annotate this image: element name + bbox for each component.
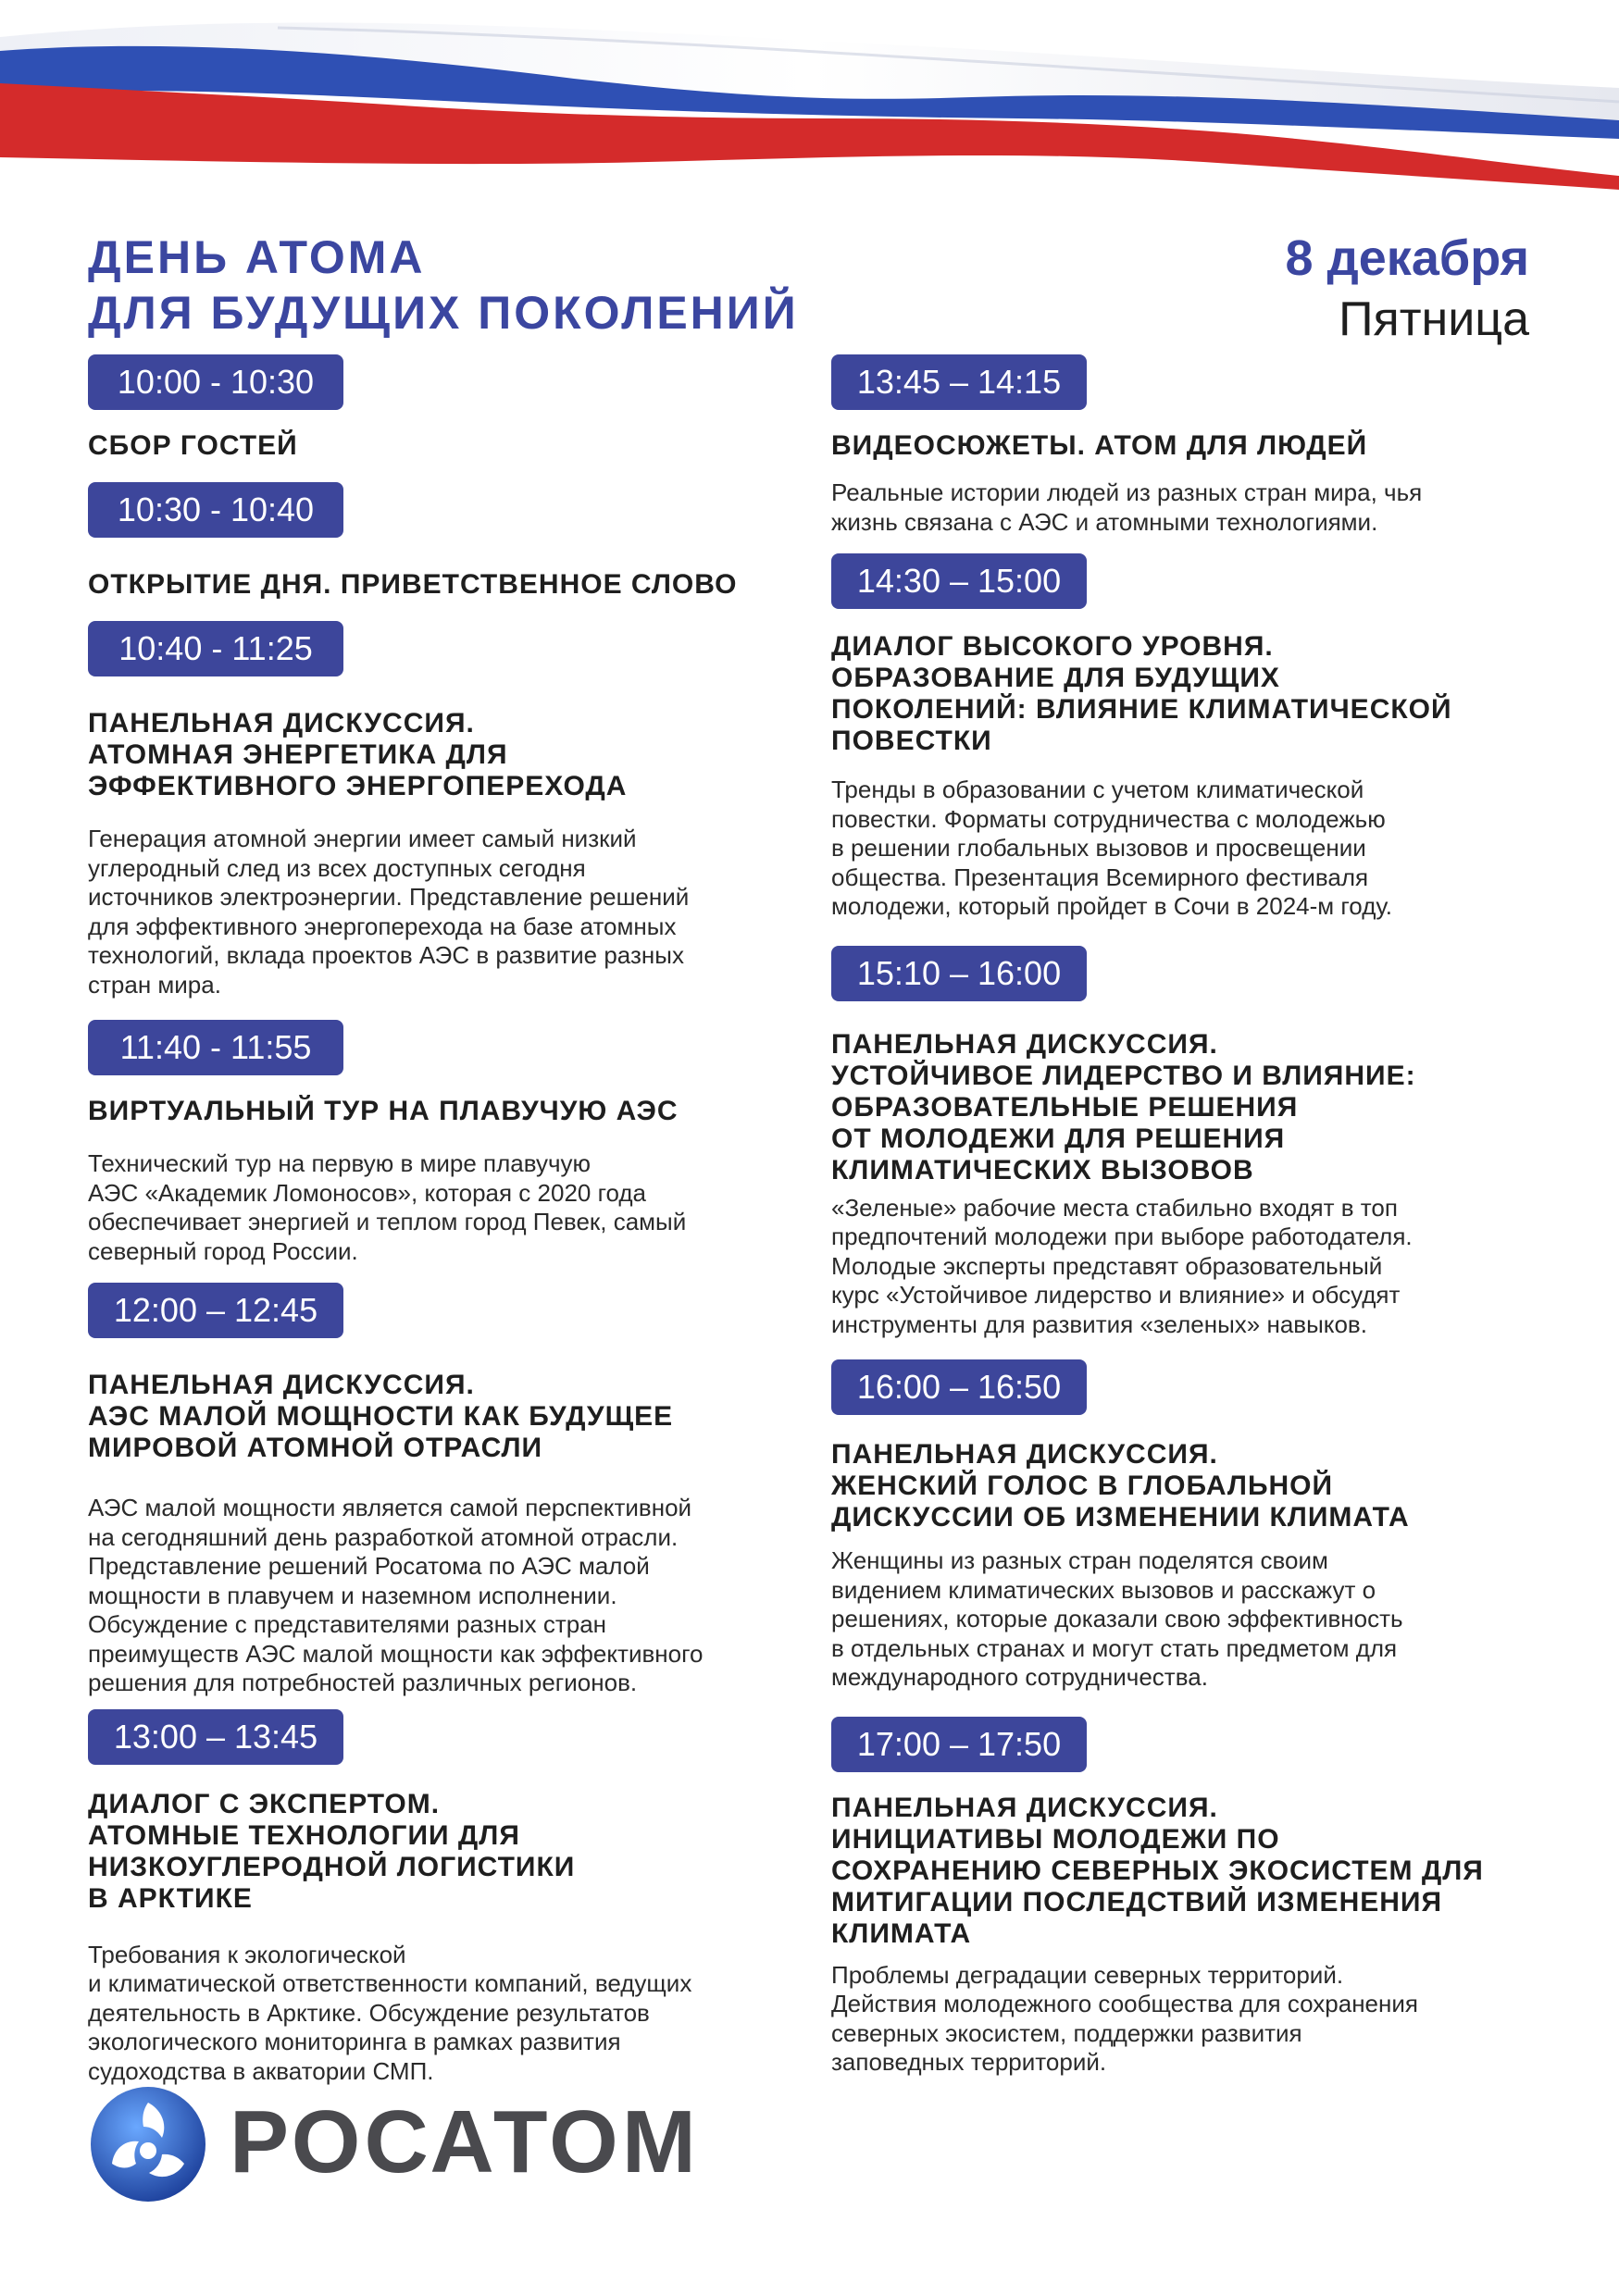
time-badge: 15:10 – 16:00 xyxy=(831,946,1087,1001)
schedule-left-column xyxy=(88,354,810,2086)
session-title: ДИАЛОГ ВЫСОКОГО УРОВНЯ. ОБРАЗОВАНИЕ ДЛЯ БУДУЩИХ ПОКОЛЕНИЙ: ВЛИЯНИЕ КЛИМАТИЧЕСКОЙ ПОВЕСТКИ xyxy=(831,631,1452,756)
flag-ribbon-image xyxy=(0,0,1619,213)
session-title: ОТКРЫТИЕ ДНЯ. ПРИВЕТСТВЕННОЕ СЛОВО xyxy=(88,569,738,600)
session-description: «Зеленые» рабочие места стабильно входят в топ предпочтений молодежи при выборе работодателя. Молодые эксперты представят образовательный курс «Устойчивое лидерство и влияние» и обсудят инструменты для развития «зеленых» навыков. xyxy=(831,1193,1413,1338)
session-item xyxy=(831,946,1535,1340)
title-line-1: ДЕНЬ АТОМА xyxy=(88,231,426,283)
rosatom-atom-icon xyxy=(88,2084,208,2204)
session-description: Реальные истории людей из разных стран мира, чья жизнь связана с АЭС и атомными технологиями. xyxy=(831,478,1423,536)
schedule-right-column xyxy=(831,354,1535,2078)
session-description: АЭС малой мощности является самой перспективной на сегодняшний день разработкой атомной отрасли. Представление решений Росатома по АЭС малой мощности в плавучем и наземном исполнении. Обсуждение с представителями разных стран преимуществ АЭС малой мощности как эффективного решения для потребностей различных регионов. xyxy=(88,1494,704,1696)
time-badge: 13:00 – 13:45 xyxy=(88,1709,343,1765)
session-title: ПАНЕЛЬНАЯ ДИСКУССИЯ. АТОМНАЯ ЭНЕРГЕТИКА ДЛЯ ЭФФЕКТИВНОГО ЭНЕРГОПЕРЕХОДА xyxy=(88,708,628,801)
session-title: ПАНЕЛЬНАЯ ДИСКУССИЯ. АЭС МАЛОЙ МОЩНОСТИ КАК БУДУЩЕЕ МИРОВОЙ АТОМНОЙ ОТРАСЛИ xyxy=(88,1370,674,1463)
time-badge: 11:40 - 11:55 xyxy=(88,1020,343,1075)
session-description: Генерация атомной энергии имеет самый низкий углеродный след из всех доступных сегодня источников электроэнергии. Представление решений для эффективного энергоперехода на базе атомных технологий, вклада проектов АЭС в развитие разных стран мира. xyxy=(88,825,690,999)
time-badge: 10:40 - 11:25 xyxy=(88,621,343,676)
time-badge: 12:00 – 12:45 xyxy=(88,1283,343,1338)
session-title: ПАНЕЛЬНАЯ ДИСКУССИЯ. ИНИЦИАТИВЫ МОЛОДЕЖИ ПО СОХРАНЕНИЮ СЕВЕРНЫХ ЭКОСИСТЕМ ДЛЯ МИТИГАЦИИ ПОСЛЕДСТВИЙ ИЗМЕНЕНИЯ КЛИМАТА xyxy=(831,1792,1484,1949)
session-item xyxy=(831,1359,1535,1693)
session-item xyxy=(88,482,810,601)
session-title: ПАНЕЛЬНАЯ ДИСКУССИЯ. ЖЕНСКИЙ ГОЛОС В ГЛОБАЛЬНОЙ ДИСКУССИИ ОБ ИЗМЕНЕНИИ КЛИМАТА xyxy=(831,1439,1410,1533)
session-title: ВИРТУАЛЬНЫЙ ТУР НА ПЛАВУЧУЮ АЭС xyxy=(88,1096,679,1126)
session-title: ДИАЛОГ С ЭКСПЕРТОМ. АТОМНЫЕ ТЕХНОЛОГИИ ДЛЯ НИЗКОУГЛЕРОДНОЙ ЛОГИСТИКИ В АРКТИКЕ xyxy=(88,1788,576,1914)
time-badge: 14:30 – 15:00 xyxy=(831,553,1087,609)
session-item xyxy=(88,1709,810,2087)
time-badge: 10:30 - 10:40 xyxy=(88,482,343,538)
date-day: 8 декабря xyxy=(1285,230,1529,286)
session-item xyxy=(88,1020,810,1266)
session-title: ВИДЕОСЮЖЕТЫ. АТОМ ДЛЯ ЛЮДЕЙ xyxy=(831,430,1368,461)
session-description: Технический тур на первую в мире плавучую АЭС «Академик Ломоносов», которая с 2020 года обеспечивает энергией и теплом город Певек, самый северный город России. xyxy=(88,1149,687,1265)
session-description: Проблемы деградации северных территорий. Действия молодежного сообщества для сохранения северных экосистем, поддержки развития заповедных территорий. xyxy=(831,1960,1418,2076)
session-title: СБОР ГОСТЕЙ xyxy=(88,430,298,461)
session-item xyxy=(831,553,1535,922)
time-badge: 10:00 - 10:30 xyxy=(88,354,343,410)
time-badge: 16:00 – 16:50 xyxy=(831,1359,1087,1415)
date-weekday: Пятница xyxy=(1339,292,1529,346)
session-item xyxy=(88,621,810,999)
logo-wordmark: РОСАТОМ xyxy=(230,2092,700,2191)
session-item xyxy=(831,354,1535,537)
session-item xyxy=(88,1283,810,1698)
rosatom-logo xyxy=(88,2084,736,2204)
session-title: ПАНЕЛЬНАЯ ДИСКУССИЯ. УСТОЙЧИВОЕ ЛИДЕРСТВО И ВЛИЯНИЕ: ОБРАЗОВАТЕЛЬНЫЕ РЕШЕНИЯ ОТ МОЛОДЕЖИ ДЛЯ РЕШЕНИЯ КЛИМАТИЧЕСКИХ ВЫЗОВОВ xyxy=(831,1028,1416,1185)
session-description: Тренды в образовании с учетом климатической повестки. Форматы сотрудничества с молодежью в решении глобальных вызовов и просвещении общества. Презентация Всемирного фестиваля молодежи, который пройдет в Сочи в 2024-м году. xyxy=(831,776,1392,920)
session-description: Женщины из разных стран поделятся своим видением климатических вызовов и расскажут о решениях, которые доказали свою эффективность в отдельных странах и могут стать предметом для международного сотрудничества. xyxy=(831,1546,1403,1691)
time-badge: 17:00 – 17:50 xyxy=(831,1717,1087,1772)
event-date xyxy=(1285,228,1529,350)
time-badge: 13:45 – 14:15 xyxy=(831,354,1087,410)
page-title xyxy=(88,230,799,341)
title-line-2: ДЛЯ БУДУЩИХ ПОКОЛЕНИЙ xyxy=(88,287,799,339)
session-item xyxy=(88,354,810,462)
session-description: Требования к экологической и климатической ответственности компаний, ведущих деятельность в Арктике. Обсуждение результатов экологического мониторинга в рамках развития судоходства в акватории СМП. xyxy=(88,1940,692,2085)
session-item xyxy=(831,1717,1535,2078)
